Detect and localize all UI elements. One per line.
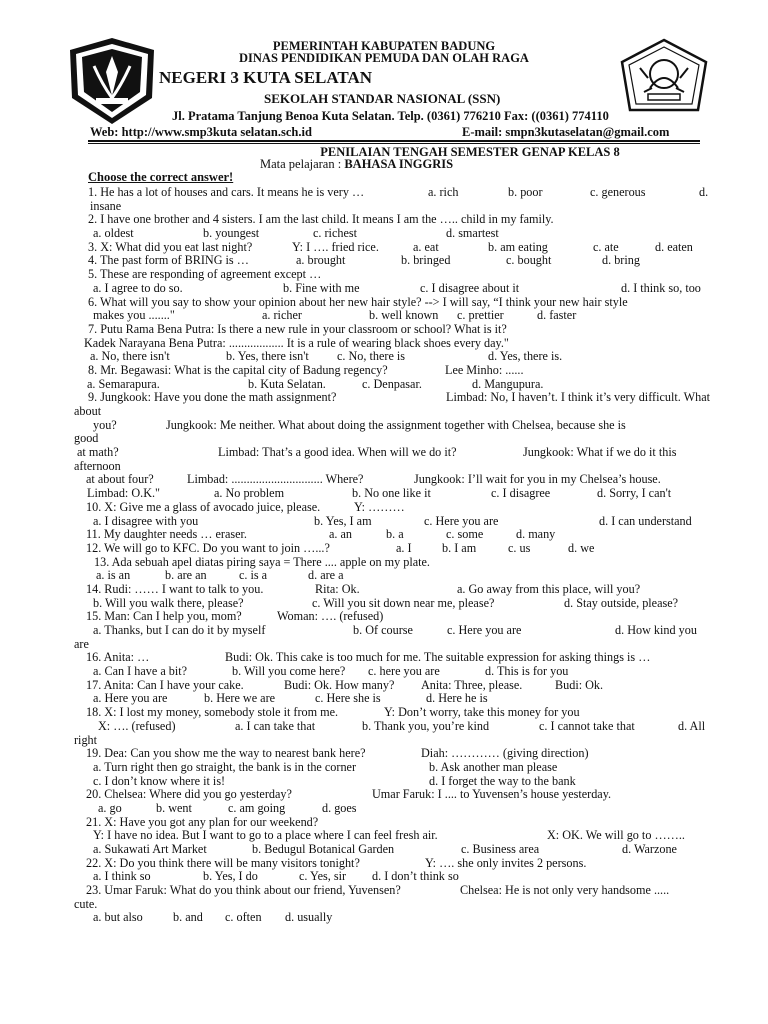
answer-option[interactable]: c. richest	[313, 226, 357, 241]
answer-option[interactable]: c. ate	[593, 239, 619, 254]
question-text: Y: Don’t worry, take this money for you	[384, 705, 580, 720]
subject-name: BAHASA INGGRIS	[344, 157, 454, 171]
answer-option[interactable]: a. Can I have a bit?	[93, 664, 188, 679]
answer-option[interactable]: c. bought	[506, 253, 552, 268]
answer-option[interactable]: b. bringed	[401, 253, 451, 268]
question-text: 9. Jungkook: Have you done the math assignment?	[88, 390, 337, 405]
question-line	[90, 760, 720, 774]
answer-option[interactable]: b. youngest	[203, 226, 260, 241]
answer-option[interactable]: b. are an	[165, 568, 207, 583]
question-text: about	[74, 404, 102, 418]
school-address: Jl. Pratama Tanjung Benoa Kuta Selatan. Telp. (0361) 776210 Fax: ((0361) 774110	[172, 109, 609, 123]
answer-option[interactable]: a. I think so	[93, 869, 151, 884]
answer-option[interactable]: a. I	[396, 540, 412, 555]
question-text: 10. X: Give me a glass of avocado juice, please.	[86, 499, 321, 514]
answer-option[interactable]: c. us	[508, 540, 531, 555]
question-text: 15. Man: Can I help you, mom?	[86, 609, 242, 624]
question-line	[74, 636, 720, 651]
answer-option[interactable]: a. I can take that	[235, 718, 316, 733]
answer-option[interactable]: c. here you are	[368, 664, 440, 679]
question-line	[90, 828, 720, 842]
question-line	[90, 719, 720, 733]
question-text: 4. The past form of BRING is …	[88, 253, 249, 268]
answer-option[interactable]: a. eat	[413, 239, 439, 254]
answer-option[interactable]: d. eaten	[655, 239, 693, 254]
answer-option[interactable]: d. Mangupura.	[472, 376, 544, 391]
answer-option[interactable]: c. am going	[228, 800, 286, 815]
question-text: afternoon	[74, 458, 121, 473]
question-line	[90, 349, 720, 363]
question-line	[87, 486, 720, 501]
answer-option[interactable]: b. went	[156, 800, 192, 815]
question-line	[90, 185, 720, 199]
question-text: Umar Faruk: I .... to Yuvensen’s house yesterday.	[372, 787, 612, 802]
header-divider-thin	[88, 143, 700, 144]
question-line	[90, 842, 720, 856]
question-line	[86, 855, 720, 870]
question-line	[90, 774, 720, 788]
question-text: good	[74, 431, 99, 446]
answer-option[interactable]: a. brought	[296, 253, 346, 268]
answer-option[interactable]: c. Here she is	[315, 691, 381, 706]
answer-option[interactable]: d. How kind you	[615, 623, 697, 637]
answer-option[interactable]: b. I am	[442, 540, 477, 555]
answer-option[interactable]: c. I disagree	[491, 486, 551, 501]
subject-label: Mata pelajaran :	[260, 157, 342, 171]
answer-option[interactable]: a. Go away from this place, will you?	[457, 581, 641, 596]
answer-option[interactable]: b. Fine with me	[283, 280, 360, 295]
question-line	[90, 568, 720, 582]
answer-option[interactable]: c. Business area	[461, 842, 540, 856]
question-line	[86, 787, 720, 802]
answer-option[interactable]: b. well known	[369, 308, 439, 323]
answer-option[interactable]: a. No, there isn't	[90, 349, 170, 364]
question-text: 7. Putu Rama Bena Putra: Is there a new rule in your classroom or school? What is it?	[88, 321, 507, 336]
question-line	[86, 883, 720, 898]
question-text: Lee Minho: ......	[445, 362, 524, 377]
question-line	[90, 322, 720, 336]
question-text: Jungkook: I’ll wait for you in my Chelsea’s house.	[414, 472, 661, 487]
answer-option[interactable]: b. Here we are	[204, 691, 276, 706]
answer-option[interactable]: c. I cannot take that	[539, 718, 635, 733]
answer-option[interactable]: d. faster	[537, 308, 577, 323]
answer-option[interactable]: d. Yes, there is.	[488, 349, 563, 364]
question-line	[87, 376, 720, 391]
school-status: SEKOLAH STANDAR NASIONAL (SSN)	[264, 91, 501, 106]
question-line	[74, 431, 720, 446]
answer-option[interactable]: d. are a	[308, 568, 344, 583]
school-name: NEGERI 3 KUTA SELATAN	[159, 68, 373, 87]
question-text: 16. Anita: …	[86, 650, 150, 665]
answer-option[interactable]: b. No one like it	[352, 486, 431, 501]
answer-option[interactable]: d. goes	[322, 800, 357, 815]
answer-option[interactable]: a. Thanks, but I can do it by myself	[93, 623, 266, 637]
school-website[interactable]: Web: http://www.smp3kuta selatan.sch.id	[90, 125, 312, 139]
answer-option[interactable]: b. a	[386, 527, 404, 542]
question-text: right	[74, 732, 98, 747]
answer-option[interactable]: b. Kuta Selatan.	[248, 376, 326, 391]
question-text: Y: …. she only invites 2 persons.	[425, 855, 587, 870]
question-line	[90, 226, 720, 240]
question-text: insane	[90, 198, 122, 213]
answer-option[interactable]: c. Will you sit down near me, please?	[312, 595, 495, 610]
question-text: makes you ......."	[93, 308, 175, 323]
answer-option[interactable]: d. This is for you	[485, 664, 569, 679]
question-text: at about four?	[86, 472, 154, 487]
question-text: 20. Chelsea: Where did you go yesterday?	[86, 787, 292, 802]
answer-option[interactable]: b. Thank you, you’re kind	[362, 718, 490, 733]
answer-option[interactable]: a. Here you are	[93, 691, 168, 706]
question-line	[86, 814, 720, 829]
question-line	[86, 650, 720, 665]
question-text: at math?	[77, 445, 119, 460]
answer-option[interactable]: c. Denpasar.	[362, 376, 422, 391]
question-text: cute.	[74, 896, 98, 911]
question-line	[90, 212, 720, 226]
question-text: Chelsea: He is not only very handsome .....	[460, 883, 670, 898]
question-line	[77, 445, 720, 460]
answer-option[interactable]: a. is an	[96, 568, 131, 583]
answer-option[interactable]: c. Here you are	[447, 623, 522, 637]
question-line	[90, 267, 720, 281]
question-text: X: OK. We will go to ……..	[547, 828, 685, 843]
question-text: Limbad: That’s a good idea. When will we do it?	[218, 445, 457, 460]
question-text: 6. What will you say to show your opinion about her new hair style? --> I will say, “I think your new hair style	[88, 294, 628, 309]
question-text: Limbad: No, I haven’t. I think it’s very difficult. What	[446, 390, 711, 405]
question-text: Kadek Narayana Bena Putra: .................. It is a rule of wearing black shoes every day."	[84, 335, 509, 350]
answer-option[interactable]: a. Sukawati Art Market	[93, 842, 207, 856]
question-text: Limbad: .............................. Where?	[187, 472, 364, 487]
question-text: 23. Umar Faruk: What do you think about our friend, Yuvensen?	[86, 883, 401, 898]
answer-option[interactable]: b. Ask another man please	[429, 759, 558, 774]
question-text: Rita: Ok.	[315, 581, 360, 596]
answer-option[interactable]: b. Of course	[353, 623, 413, 637]
answer-option[interactable]: d. Warzone	[622, 842, 677, 856]
question-line	[90, 869, 720, 883]
answer-option[interactable]: c. is a	[239, 568, 268, 583]
answer-option[interactable]: d. I forget the way to the bank	[429, 773, 576, 788]
answer-option[interactable]: d. usually	[285, 910, 333, 925]
subject-line	[260, 158, 453, 172]
question-text: 8. Mr. Begawasi: What is the capital city of Badung regency?	[88, 362, 388, 377]
question-line	[86, 677, 720, 692]
question-text: 3. X: What did you eat last night?	[88, 239, 253, 254]
question-line	[90, 390, 720, 404]
question-text: 14. Rudi: …… I want to talk to you.	[86, 581, 264, 596]
question-line	[90, 664, 720, 678]
question-line	[86, 527, 720, 542]
question-text: 1. He has a lot of houses and cars. It means he is very …	[88, 185, 365, 199]
question-line	[90, 308, 720, 322]
answer-option[interactable]: a. Semarapura.	[87, 376, 160, 391]
question-line	[90, 514, 720, 528]
question-text: 11. My daughter needs … eraser.	[86, 527, 247, 542]
question-line	[86, 540, 720, 555]
question-text: X: …. (refused)	[98, 718, 176, 733]
answer-option[interactable]: a. rich	[428, 185, 459, 199]
question-line	[90, 199, 720, 213]
question-text: you?	[93, 417, 117, 432]
question-text: Y: I have no idea. But I want to go to a place where I can feel fresh air.	[93, 828, 438, 843]
answer-option[interactable]: b. Yes, there isn't	[226, 349, 309, 364]
question-line	[86, 472, 720, 487]
answer-option[interactable]: d. Sorry, I can't	[597, 486, 672, 501]
answer-option[interactable]: a. I disagree with you	[93, 513, 199, 528]
question-text: Y: I …. fried rice.	[292, 239, 379, 254]
question-text: 22. X: Do you think there will be many visitors tonight?	[86, 855, 360, 870]
questions	[74, 185, 720, 925]
question-line	[74, 896, 720, 911]
question-line	[90, 555, 720, 569]
question-text: Y: ………	[354, 499, 405, 514]
header-divider	[88, 140, 700, 142]
question-line	[90, 910, 720, 924]
answer-option[interactable]: c. prettier	[457, 308, 504, 323]
answer-option[interactable]: d. smartest	[446, 226, 499, 241]
question-text: 12. We will go to KFC. Do you want to join …...?	[86, 540, 330, 555]
question-text: Limbad: O.K."	[87, 486, 161, 501]
question-line	[86, 705, 720, 720]
question-line	[84, 335, 720, 350]
exam-title: PENILAIAN TENGAH SEMESTER GENAP KELAS 8	[320, 145, 620, 159]
question-text: Budi: Ok.	[555, 677, 604, 692]
question-text: d.	[699, 185, 709, 199]
answer-option[interactable]: a. an	[329, 527, 353, 542]
answer-option[interactable]: a. oldest	[93, 226, 134, 241]
answer-option[interactable]: d. bring	[602, 253, 640, 268]
question-text: 5. These are responding of agreement except …	[88, 267, 322, 282]
answer-option[interactable]: c. Yes, sir	[299, 869, 347, 884]
answer-option[interactable]: a. No problem	[214, 486, 285, 501]
question-line	[90, 281, 720, 295]
answer-option[interactable]: d. I think so, too	[621, 280, 701, 295]
answer-option[interactable]: a. but also	[93, 910, 143, 925]
answer-option[interactable]: b. Yes, I am	[314, 513, 372, 528]
answer-option[interactable]: d. Here he is	[426, 691, 488, 706]
answer-option[interactable]: a. richer	[262, 308, 302, 323]
instruction: Choose the correct answer!	[88, 170, 234, 184]
answer-option[interactable]: d. I don’t think so	[372, 869, 459, 884]
answer-option[interactable]: c. some	[446, 527, 484, 542]
question-line	[90, 596, 720, 610]
question-line	[74, 732, 720, 747]
question-line	[74, 458, 720, 473]
answer-option[interactable]: b. am eating	[488, 239, 548, 254]
question-text: Jungkook: Me neither. What about doing the assignment together with Chelsea, because she is	[166, 417, 626, 432]
answer-option[interactable]: b. and	[173, 910, 203, 925]
question-text: 13. Ada sebuah apel diatas piring saya = There .... apple on my plate.	[94, 554, 430, 569]
question-text: Woman: …. (refused)	[277, 609, 384, 624]
answer-option[interactable]: b. Bedugul Botanical Garden	[252, 842, 395, 856]
question-text: Diah: ………… (giving direction)	[421, 746, 589, 761]
question-line	[74, 404, 720, 418]
question-text: Budi: Ok. How many?	[284, 677, 395, 692]
answer-option[interactable]: b. poor	[508, 185, 543, 199]
answer-option[interactable]: d. we	[568, 540, 595, 555]
answer-option[interactable]: b. Will you walk there, please?	[93, 595, 244, 610]
answer-option[interactable]: a. Turn right then go straight, the bank is in the corner	[93, 759, 357, 774]
answer-option[interactable]: d. many	[516, 527, 556, 542]
question-line	[90, 363, 720, 377]
answer-option[interactable]: c. often	[225, 910, 262, 925]
answer-option[interactable]: c. I disagree about it	[420, 280, 520, 295]
government-name: PEMERINTAH KABUPATEN BADUNG	[272, 39, 496, 53]
question-text: are	[74, 636, 89, 651]
school-email[interactable]: E-mail: smpn3kutaselatan@gmail.com	[462, 125, 670, 139]
department-name: DINAS PENDIDIKAN PEMUDA DAN OLAH RAGA	[239, 51, 529, 65]
answer-option[interactable]: c. No, there is	[337, 349, 406, 364]
answer-option[interactable]: d. I can understand	[599, 513, 692, 528]
answer-option[interactable]: a. go	[98, 800, 122, 815]
question-line	[90, 623, 720, 637]
question-text: 17. Anita: Can I have your cake.	[86, 677, 244, 692]
answer-option[interactable]: c. I don’t know where it is!	[93, 773, 226, 788]
question-line	[90, 295, 720, 309]
question-line	[90, 253, 720, 267]
question-line	[86, 499, 720, 514]
answer-option[interactable]: c. Here you are	[424, 513, 499, 528]
question-line	[90, 801, 720, 815]
answer-option[interactable]: d. All	[678, 718, 706, 733]
question-text: Jungkook: What if we do it this	[523, 445, 677, 460]
question-text: 21. X: Have you got any plan for our weekend?	[86, 814, 319, 829]
question-text: 19. Dea: Can you show me the way to nearest bank here?	[86, 746, 366, 761]
answer-option[interactable]: d. Stay outside, please?	[564, 595, 679, 610]
question-line	[86, 609, 720, 624]
question-text: 2. I have one brother and 4 sisters. I am the last child. It means I am the ….. child in my family.	[88, 212, 554, 227]
question-text: Anita: Three, please.	[421, 677, 523, 692]
question-line	[90, 240, 720, 254]
question-line	[90, 691, 720, 705]
answer-option[interactable]: c. generous	[590, 185, 646, 199]
question-text: Budi: Ok. This cake is too much for me. The suitable expression for asking things is …	[225, 650, 651, 665]
question-text: 18. X: I lost my money, somebody stole it from me.	[86, 705, 339, 720]
question-line	[86, 581, 720, 596]
answer-option[interactable]: b. Yes, I do	[203, 869, 258, 884]
question-line	[90, 418, 720, 432]
answer-option[interactable]: a. I agree to do so.	[93, 280, 183, 295]
answer-option[interactable]: b. Will you come here?	[232, 664, 346, 679]
question-line	[86, 746, 720, 761]
